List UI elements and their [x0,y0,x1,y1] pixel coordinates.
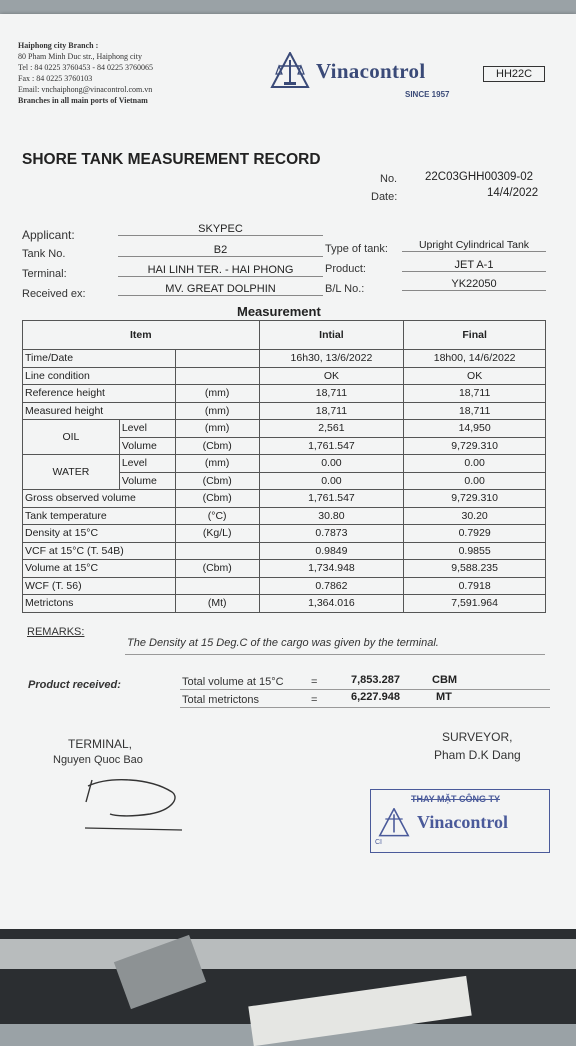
row-item: WCF (T. 56) [23,577,176,595]
branch-tel: Tel : 84 0225 3760453 - 84 0225 3760065 [18,63,153,72]
row-final: 18,711 [404,385,546,403]
row-initial: 0.00 [259,472,404,490]
row-unit: (Mt) [175,595,259,613]
header-item: Item [23,321,260,350]
row-unit: (Kg/L) [175,525,259,543]
branch-note: Branches in all main ports of Vietnam [18,96,148,105]
total-mt-eq: = [311,694,318,706]
bl-label: B/L No.: [325,283,365,295]
terminal-label: Terminal: [22,268,67,280]
record-date-value: 14/4/2022 [487,187,539,199]
applicant-label: Applicant: [22,228,75,242]
company-stamp [370,789,550,853]
row-unit: (Cbm) [175,437,259,455]
row-unit: (mm) [175,455,259,473]
applicant-value: SKYPEC [118,223,323,236]
row-item: Density at 15°C [23,525,176,543]
branch-fax: Fax : 84 0225 3760103 [18,74,93,83]
table-row [23,595,546,613]
row-item: Level [119,455,175,473]
row-unit: (mm) [175,402,259,420]
branch-name: Haiphong city Branch : [18,41,99,50]
stamp-brand: Vinacontrol [417,812,509,832]
row-final: 9,588.235 [404,560,546,578]
row-unit [175,350,259,368]
stamp-scales-icon [377,808,411,838]
total-volume-value: 7,853.287 [351,674,400,686]
total-volume-label: Total volume at 15°C [182,676,284,688]
row-final: 18h00, 14/6/2022 [404,350,546,368]
table-row [23,577,546,595]
row-unit [175,542,259,560]
table-row [23,350,546,368]
background-paper [248,976,471,1046]
row-unit: (mm) [175,385,259,403]
logo-text: Vinacontrol [316,58,426,83]
row-final: 0.00 [404,472,546,490]
row-unit: (Cbm) [175,560,259,578]
measurement-table [22,320,546,613]
total-volume-unit: CBM [432,674,458,686]
terminal-title: TERMINAL, [68,737,133,751]
underlying-sheet [0,939,576,969]
volume-line [180,689,550,690]
vinacontrol-logo [270,52,425,90]
row-item: Reference height [23,385,176,403]
table-row [23,385,546,403]
row-final: 7,591.964 [404,595,546,613]
row-initial: 30.80 [259,507,404,525]
row-item: Volume at 15°C [23,560,176,578]
row-initial: 1,761.547 [259,490,404,508]
row-item: Line condition [23,367,176,385]
row-final: 0.9855 [404,542,546,560]
surveyor-name: Pham D.K Dang [434,748,521,762]
row-unit [175,577,259,595]
bl-value: YK22050 [402,278,546,291]
received-label: Received ex: [22,288,86,300]
branch-address [18,40,153,106]
product-value: JET A-1 [402,259,546,272]
row-item: Volume [119,472,175,490]
row-unit: (Cbm) [175,472,259,490]
total-mt-value: 6,227.948 [351,691,400,703]
row-item: Tank temperature [23,507,176,525]
table-row [23,490,546,508]
row-final: 18,711 [404,402,546,420]
row-initial: 0.7873 [259,525,404,543]
row-final: OK [404,367,546,385]
stamp-caption: THAY MẶT CÔNG TY [411,794,501,804]
row-final: 0.00 [404,455,546,473]
table-row [23,402,546,420]
terminal-value: HAI LINH TER. - HAI PHONG [118,264,323,277]
table-header-row [23,321,546,350]
scales-icon [270,52,310,90]
row-item: Metrictons [23,595,176,613]
row-initial: 18,711 [259,385,404,403]
row-final: 9,729.310 [404,490,546,508]
row-item: VCF at 15°C (T. 54B) [23,542,176,560]
oil-group-label: OIL [23,420,120,455]
row-initial: 0.00 [259,455,404,473]
total-mt-unit: MT [436,691,452,703]
surveyor-title: SURVEYOR, [442,730,513,744]
row-item: Gross observed volume [23,490,176,508]
tank-type-value: Upright Cylindrical Tank [402,239,546,252]
row-initial: OK [259,367,404,385]
remarks-line [125,654,545,655]
received-value: MV. GREAT DOLPHIN [118,283,323,296]
row-unit: (Cbm) [175,490,259,508]
row-final: 0.7929 [404,525,546,543]
terminal-name: Nguyen Quoc Bao [53,754,143,766]
table-row [23,525,546,543]
table-row [23,542,546,560]
row-unit: (mm) [175,420,259,438]
branch-street: 80 Pham Minh Duc str., Haiphong city [18,52,142,61]
terminal-signature [80,770,190,832]
row-item: Volume [119,437,175,455]
record-no-value: 22C03GHH00309-02 [425,171,534,183]
row-item: Level [119,420,175,438]
row-unit [175,367,259,385]
since-label: SINCE 1957 [405,90,450,99]
row-final: 9,729.310 [404,437,546,455]
tank-value: B2 [118,244,323,257]
record-title: SHORE TANK MEASUREMENT RECORD [22,151,321,168]
record-date-label: Date: [371,191,398,203]
measurement-heading: Measurement [237,304,321,319]
branch-email: Email: vnchaiphong@vinacontrol.com.vn [18,85,153,94]
header-final: Final [404,321,546,350]
row-initial: 16h30, 13/6/2022 [259,350,404,368]
remarks-label: REMARKS: [27,626,85,638]
row-final: 0.7918 [404,577,546,595]
row-initial: 1,761.547 [259,437,404,455]
tank-type-label: Type of tank: [325,243,388,255]
row-item: Time/Date [23,350,176,368]
remarks-text: The Density at 15 Deg.C of the cargo was given by the terminal. [127,637,439,649]
stamp-mark: CI [375,839,382,846]
row-initial: 2,561 [259,420,404,438]
table-row [23,420,546,438]
row-initial: 0.9849 [259,542,404,560]
form-code: HH22C [483,66,545,82]
table-row [23,367,546,385]
header-initial: Intial [259,321,404,350]
row-initial: 18,711 [259,402,404,420]
row-item: Measured height [23,402,176,420]
product-received-label: Product received: [28,679,121,691]
total-mt-label: Total metrictons [182,694,260,706]
row-initial: 0.7862 [259,577,404,595]
row-initial: 1,364.016 [259,595,404,613]
table-row [23,560,546,578]
mt-line [180,707,550,708]
tank-label: Tank No. [22,248,66,260]
total-volume-eq: = [311,676,318,688]
water-group-label: WATER [23,455,120,490]
row-final: 14,950 [404,420,546,438]
row-unit: (°C) [175,507,259,525]
background-surface [0,929,576,1024]
row-initial: 1,734.948 [259,560,404,578]
record-no-label: No. [380,173,398,185]
table-row [23,455,546,473]
table-row [23,507,546,525]
row-final: 30.20 [404,507,546,525]
product-label: Product: [325,263,366,275]
